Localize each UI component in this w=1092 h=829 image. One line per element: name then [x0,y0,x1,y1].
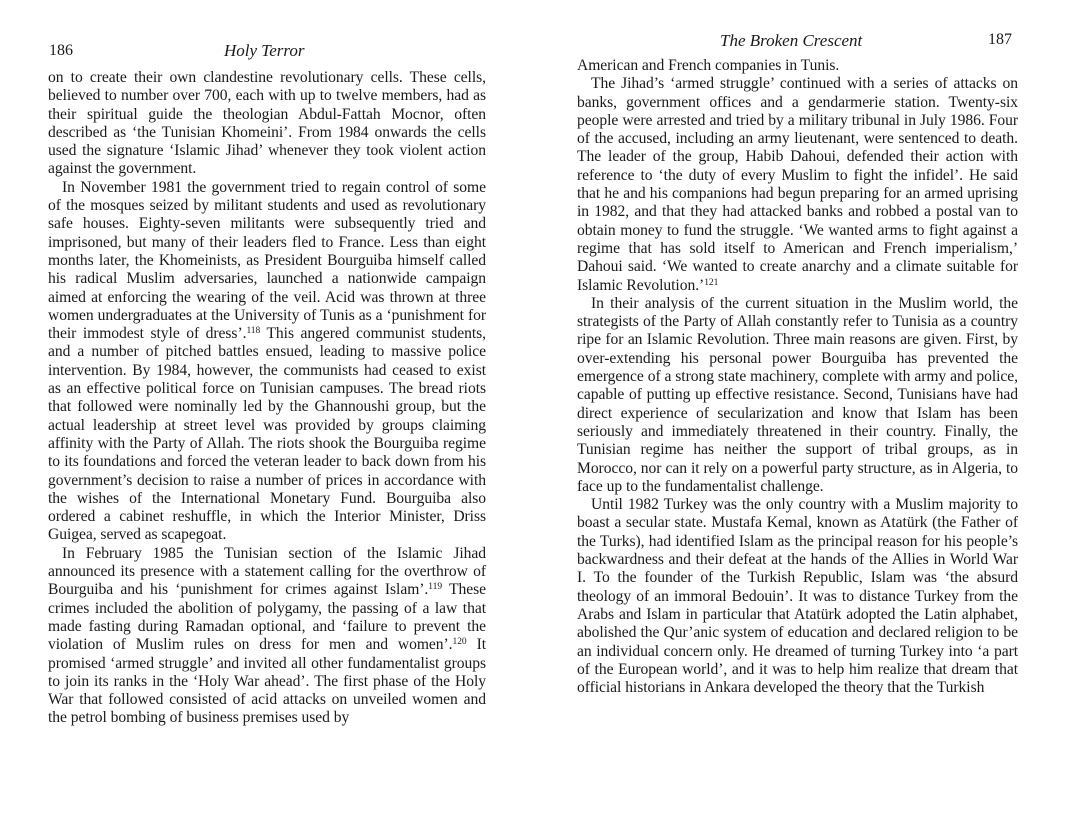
footnote-ref: 121 [704,277,719,288]
text-run: American and French companies in Tunis. [577,57,840,74]
right-page [546,0,1092,829]
page-number: 186 [49,42,73,59]
text-run: In February 1985 the Tunisian section of the Islamic Jihad announced its presence with a statement calling for the overthrow of Bourguiba and his ‘punishment for crimes against Islam’. [48,544,486,599]
paragraph [48,179,486,545]
body-text [48,69,486,728]
paragraph [48,69,486,179]
running-title: The Broken Crescent [720,31,863,50]
text-run: The Jihad’s ‘armed struggle’ continued with a series of attacks on banks, government offices and a gendarmerie station. Twenty-six people were arrested and tried by a military tribunal in July 1986. Four of the accused, including an army lieutenant, were sentenced to death. The leader of the group, Habib Dahoui, defended their action with reference to ‘the duty of every Muslim to fight the infidel’. He said that he and his companions had begun preparing for an armed uprising in 1982, and that they had attacked banks and robbed a postal van to obtain money to fund the struggle. ‘We wanted arms to fight against a regime that has sold itself to American and French imperialism,’ Dahoui said. ‘We wanted to create anarchy and a climate suitable for Islamic Revolution.’ [577,75,1018,294]
paragraph [577,75,1018,295]
footnote-ref: 118 [246,326,261,337]
text-run: It promised ‘armed struggle’ and invited all other fundamentalist groups to join its ranks in the ‘Holy War ahead’. The first phase of the Holy War that followed consisted of acid attacks on unveiled women and the petrol bombing of business premises used by [48,636,486,727]
paragraph [577,295,1018,496]
body-text [577,57,1018,697]
text-run: This angered communist students, and a number of pitched battles ensued, leading to massive police intervention. By 1984, however, the communists had ceased to exist as an effective political force on Tunisian campuses. The bread riots that followed were nominally led by the Ghannoushi group, but the actual leadership at street level was provided by groups claiming affinity with the Party of Allah. The riots shook the Bourguiba regime to its foundations and forced the veteran leader to back down from his government’s decision to raise a number of prices in accordance with the wishes of the International Monetary Fund. Bourguiba also ordered a cabinet reshuffle, in which the Interior Minister, Driss Guigea, served as scapegoat. [48,325,486,544]
text-run: In November 1981 the government tried to regain control of some of the mosques seized by militant students and used as revolutionary safe houses. Eighty-seven militants were subsequently tried and imprisoned, but many of their leaders fled to France. Less than eight months later, the Khomeinists, as President Bourguiba himself called his radical Muslim adversaries, launched a nationwide campaign aimed at enforcing the wearing of the veil. Acid was thrown at three women undergraduates at the University of Tunis as a ‘punishment for their immodest style of dress’. [48,178,486,343]
text-run: on to create their own clandestine revolutionary cells. These cells, believed to number over 700, each with up to twelve members, had as their spiritual guide the theologian Abdul-Fattah Mocnor, often described as ‘the Tunisian Khomeini’. From 1984 onwards the cells used the signature ‘Islamic Jihad’ whenever they took violent action against the government. [48,69,486,178]
text-run: In their analysis of the current situation in the Muslim world, the strategists of the Party of Allah constantly refer to Tunisia as a country ripe for an Islamic Revolution. Three main reasons are given. First, by over-extending his personal power Bourguiba has prevented the emergence of a strong state machinery, complete with army and police, capable of putting up effective resistance. Second, Tunisians have had direct experience of secularization and know that Islam has been seriously and immediately threatened in their country. Finally, the Tunisian regime has neither the support of tribal groups, as in Morocco, nor can it rely on a powerful party structure, as in Algeria, to face up to the fundamentalist challenge. [577,294,1018,495]
paragraph [577,496,1018,697]
paragraph [48,545,486,728]
page-number: 187 [988,31,1012,48]
footnote-ref: 120 [452,637,467,648]
text-run: These crimes included the abolition of polygamy, the passing of a law that made fasting during Ramadan optional, and ‘failure to prevent the violation of Muslim rules on dress for men and women’. [48,581,486,654]
paragraph [577,57,1018,75]
text-run: Until 1982 Turkey was the only country with a Muslim majority to boast a secular state. Mustafa Kemal, known as Atatürk (the Father of the Turks), had identified Islam as the principal reason for his people’s backwardness and their defeat at the hands of the Allies in World War I. To the founder of the Turkish Republic, Islam was ‘the absurd theology of an immoral Bedouin’. It was to distance Turkey from the Arabs and Islam in particular that Atatürk adopted the Latin alphabet, abolished the Qur’anic system of education and declared religion to be an individual concern only. He dreamed of turning Turkey into ‘a part of the European world’, and it was to help him realize that dream that official historians in Ankara developed the theory that the Turkish [577,496,1018,697]
running-title: Holy Terror [224,41,305,60]
footnote-ref: 119 [428,582,443,593]
